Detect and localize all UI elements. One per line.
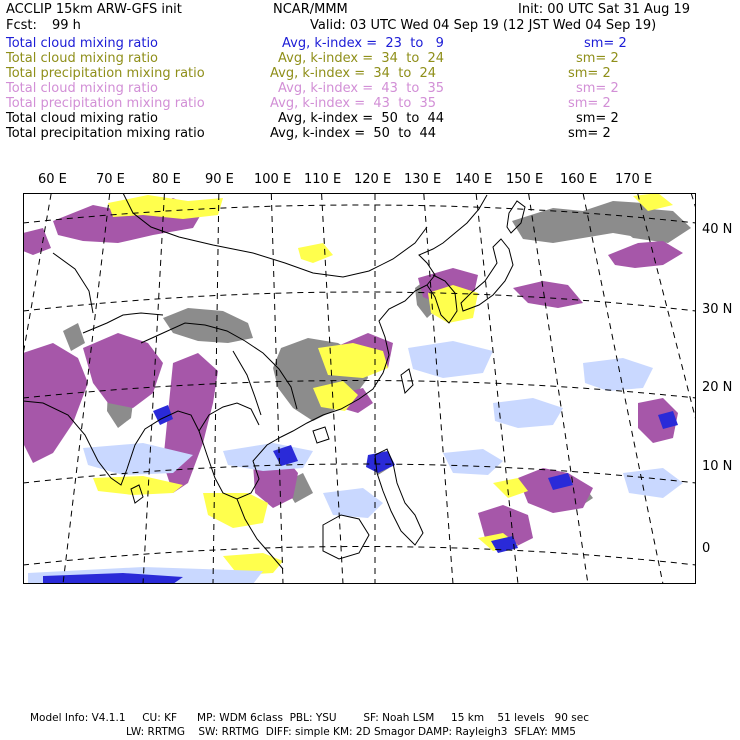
longitude-label: 110 E <box>304 172 342 187</box>
field-row <box>6 51 736 66</box>
coastline <box>313 427 329 443</box>
field-row <box>6 36 736 51</box>
cloud-patch <box>583 358 653 391</box>
graticule-parallel <box>23 292 696 311</box>
model-title: ACCLIP 15km ARW-GFS init <box>6 2 182 17</box>
cloud-patch <box>518 468 593 513</box>
latitude-label: 30 N <box>702 302 733 317</box>
field-name: Total cloud mixing ratio <box>6 51 159 66</box>
longitude-label: 120 E <box>354 172 392 187</box>
cloud-patch <box>298 243 333 263</box>
field-avg: Avg, k-index = 43 to 35 <box>278 81 445 96</box>
field-sm: sm= 2 <box>584 36 627 51</box>
field-avg: Avg, k-index = 34 to 24 <box>278 51 445 66</box>
latitude-label: 20 N <box>702 380 733 395</box>
cloud-patch <box>366 451 395 473</box>
cloud-patch <box>83 333 163 408</box>
init-time: Init: 00 UTC Sat 31 Aug 19 <box>518 2 691 17</box>
field-row <box>6 96 736 111</box>
cloud-patch <box>323 488 383 518</box>
field-name: Total cloud mixing ratio <box>6 111 159 126</box>
cloud-patch <box>23 343 88 463</box>
field-sm: sm= 2 <box>568 126 611 141</box>
field-avg: Avg, k-index = 34 to 24 <box>270 66 437 81</box>
longitude-label: 60 E <box>38 172 67 187</box>
center-label: NCAR/MMM <box>273 2 348 17</box>
field-sm: sm= 2 <box>576 51 619 66</box>
longitude-label: 100 E <box>254 172 292 187</box>
longitude-label: 140 E <box>455 172 493 187</box>
physics-info-line: LW: RRTMG SW: RRTMG DIFF: simple KM: 2D Smagor DAMP: Rayleigh3 SFLAY: MM5 <box>126 726 576 738</box>
cloud-patch <box>408 341 493 378</box>
field-name: Total cloud mixing ratio <box>6 81 159 96</box>
longitude-label: 80 E <box>152 172 181 187</box>
field-name: Total precipitation mixing ratio <box>6 126 205 141</box>
longitude-label: 170 E <box>615 172 653 187</box>
cloud-patch <box>443 449 503 475</box>
field-sm: sm= 2 <box>576 81 619 96</box>
graticule-meridian <box>688 193 696 584</box>
field-avg: Avg, k-index = 23 to 9 <box>282 36 444 51</box>
field-avg: Avg, k-index = 50 to 44 <box>278 111 445 126</box>
field-avg: Avg, k-index = 43 to 35 <box>270 96 437 111</box>
latitude-label: 10 N <box>702 459 733 474</box>
cloud-patch <box>623 468 683 498</box>
graticule-meridian <box>527 193 588 584</box>
field-name: Total cloud mixing ratio <box>6 36 159 51</box>
longitude-label: 160 E <box>560 172 598 187</box>
field-avg: Avg, k-index = 50 to 44 <box>270 126 437 141</box>
forecast-hours: 99 h <box>52 18 81 33</box>
latitude-label: 40 N <box>702 222 733 237</box>
field-name: Total precipitation mixing ratio <box>6 66 205 81</box>
field-sm: sm= 2 <box>576 111 619 126</box>
field-row <box>6 66 736 81</box>
model-info-line: Model Info: V4.1.1 CU: KF MP: WDM 6class PBL: YSU SF: Noah LSM 15 km 51 levels 90 sec <box>30 712 589 724</box>
field-row <box>6 126 736 141</box>
graticule-parallel <box>23 547 696 566</box>
longitude-label: 130 E <box>404 172 442 187</box>
cloud-patch <box>23 228 51 255</box>
field-sm: sm= 2 <box>568 96 611 111</box>
cloud-map <box>23 193 696 584</box>
coastline <box>323 515 369 559</box>
forecast-label: Fcst: <box>6 18 37 33</box>
longitude-label: 150 E <box>506 172 544 187</box>
field-row <box>6 111 736 126</box>
valid-time: Valid: 03 UTC Wed 04 Sep 19 (12 JST Wed 04 Sep 19) <box>310 18 657 33</box>
longitude-label: 70 E <box>96 172 125 187</box>
cloud-patch <box>493 398 563 428</box>
field-sm: sm= 2 <box>568 66 611 81</box>
field-row <box>6 81 736 96</box>
cloud-patch <box>63 323 85 351</box>
longitude-label: 90 E <box>205 172 234 187</box>
latitude-label: 0 <box>702 541 711 556</box>
cloud-patch <box>608 241 683 268</box>
cloud-patch <box>513 281 583 308</box>
country-border <box>53 253 93 313</box>
field-name: Total precipitation mixing ratio <box>6 96 205 111</box>
